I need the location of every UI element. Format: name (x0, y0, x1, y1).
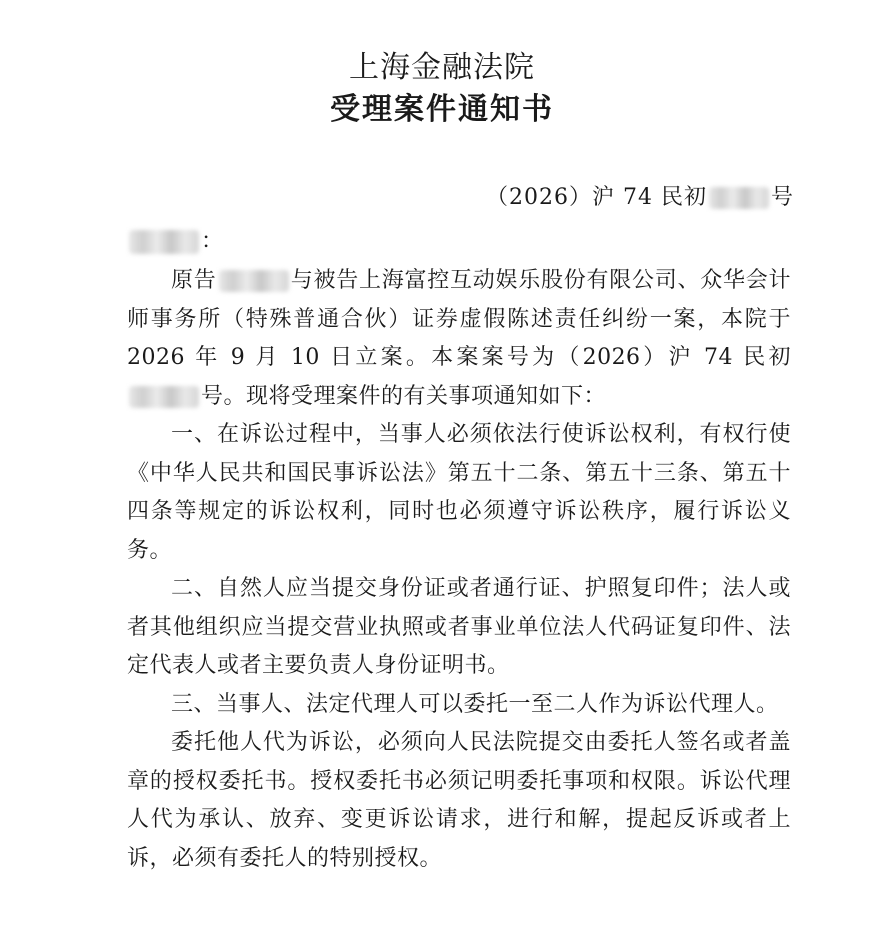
paragraph-intro (127, 262, 791, 416)
document-title: 受理案件通知书 (330, 92, 554, 127)
redacted-case-number (709, 187, 769, 209)
case-number-suffix: 号 (770, 185, 794, 210)
redacted-case-number-inline (129, 386, 199, 408)
addressee-colon: ： (201, 229, 224, 254)
addressee (127, 224, 223, 260)
paragraph-rights: 一、在诉讼过程中，当事人必须依法行使诉讼权利，有权行使《中华人民共和国民事诉讼法》第五十二条、第五十三条、第五十四条等规定的诉讼权利，同时也必须遵守诉讼秩序，履行诉讼义务。 (127, 422, 791, 563)
redacted-plaintiff-name (219, 270, 289, 292)
paragraph-agents: 三、当事人、法定代理人可以委托一至二人作为诉讼代理人。 (171, 691, 779, 717)
redacted-addressee-name (129, 230, 199, 254)
case-number-prefix: （2026）沪 74 民初 (486, 185, 707, 210)
paragraph-documents: 二、自然人应当提交身份证或者通行证、护照复印件；法人或者其他组织应当提交营业执照或者事业单位法人代码证复印件、法定代表人或者主要负责人身份证明书。 (127, 576, 791, 678)
court-name: 上海金融法院 (349, 50, 535, 85)
case-number (486, 180, 794, 216)
intro-text: 与被告上海富控互动娱乐股份有限公司、众华会计师事务所（特殊普通合伙）证券虚假陈述责任纠纷一案，本院于 2026 年 9 月 10 日立案。本案案号为（2026）沪 74 民初 (127, 268, 791, 370)
intro-text-end: 号。现将受理案件的有关事项通知如下： (201, 383, 607, 409)
notice-body (127, 262, 791, 878)
paragraph-power-of-attorney: 委托他人代为诉讼，必须向人民法院提交由委托人签名或者盖章的授权委托书。授权委托书必须记明委托事项和权限。诉讼代理人代为承认、放弃、变更诉讼请求，进行和解，提起反诉或者上诉，必须有委托人的特别授权。 (127, 730, 791, 871)
plaintiff-label: 原告 (171, 268, 217, 293)
